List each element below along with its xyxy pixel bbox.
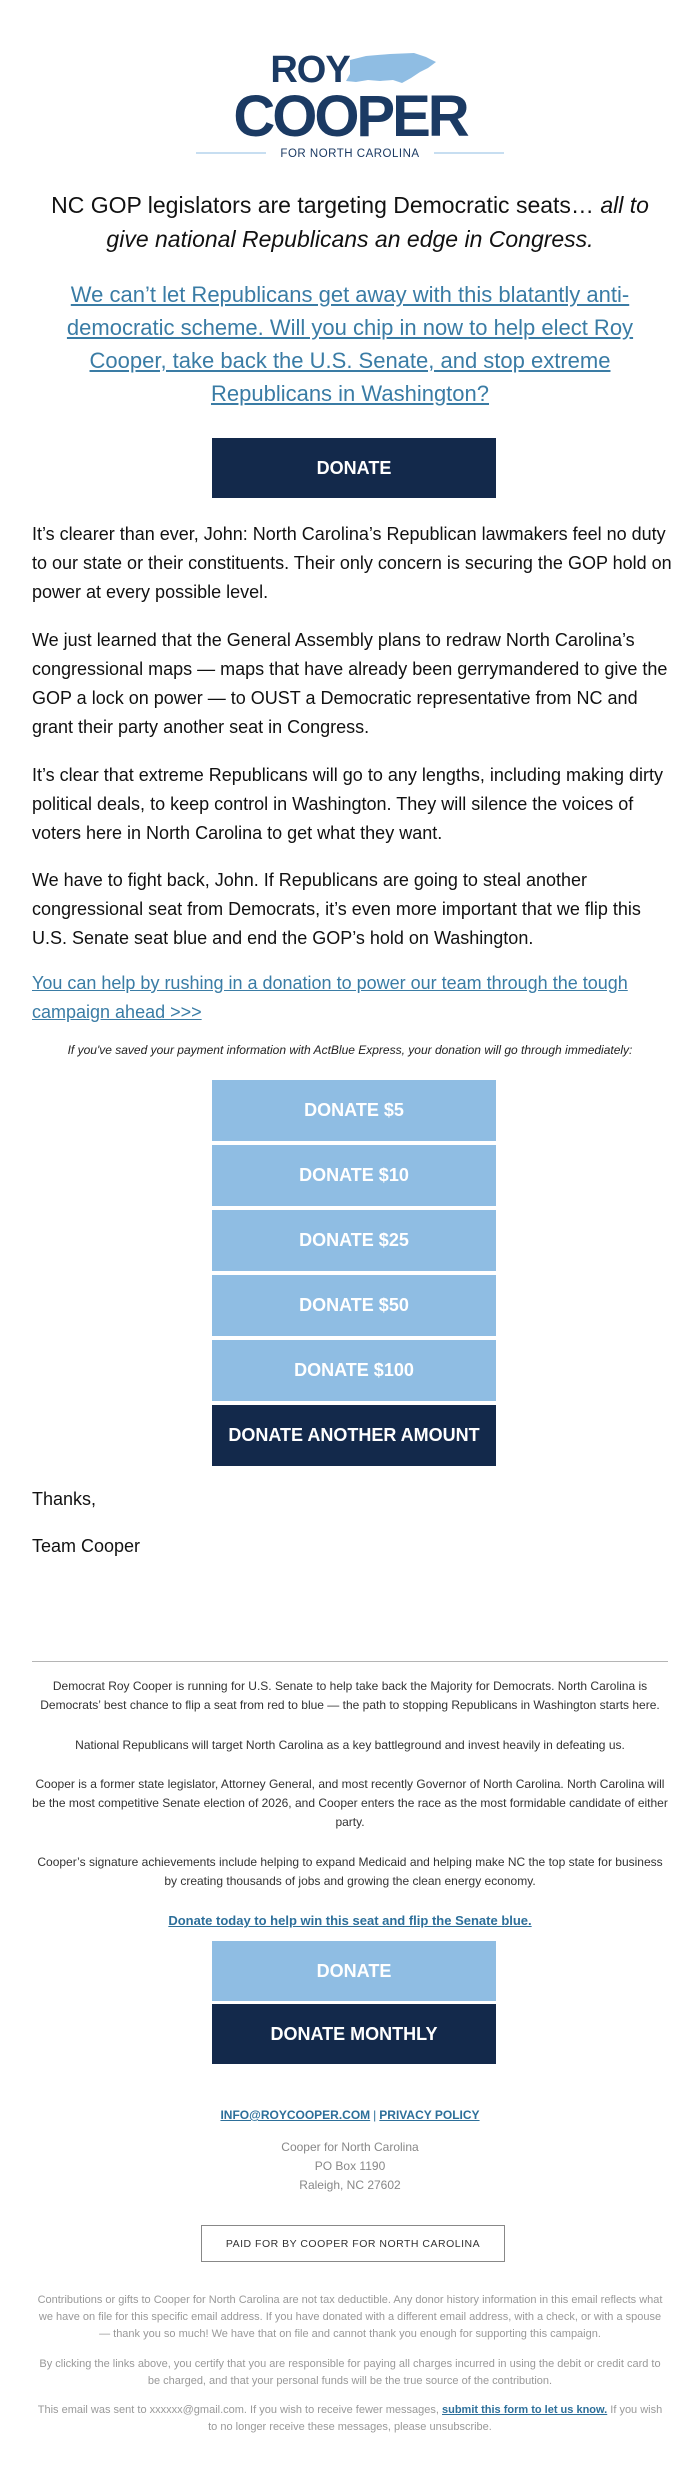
body-paragraph-4: We have to fight back, John. If Republicans are going to steal another congressional seat from Democrats, it’s even more important that we flip this U.S. Senate seat blue and end the GOP’s hold on Washington. [32, 870, 641, 948]
footer-links [0, 2108, 700, 2122]
privacy-policy-link[interactable]: PRIVACY POLICY [379, 2108, 480, 2122]
headline-plain: NC GOP legislators are targeting Democratic seats… [51, 192, 601, 218]
roy-cooper-logo [0, 50, 700, 162]
signoff-name: Team Cooper [32, 1536, 141, 1556]
donate-50-button[interactable]: DONATE $50 [212, 1275, 496, 1336]
footer-paragraph-2: National Republicans will target North Carolina as a key battleground and invest heavily in defeating us. [75, 1738, 625, 1752]
paid-for-disclaimer: PAID FOR BY COOPER FOR NORTH CAROLINA [201, 2225, 505, 2262]
address-line-2: PO Box 1190 [314, 2159, 386, 2173]
unsubscribe-text-after: If you wish to no longer receive these messages, please unsubscribe. [208, 2404, 663, 2433]
body-paragraph-2: We just learned that the General Assembly plans to redraw North Carolina’s congressional maps — maps that have already been gerrymandered to give the GOP a lock on power — to OUST a Democratic representative from NC and grant their party another seat in Congress. [32, 630, 668, 737]
donate-10-button[interactable]: DONATE $10 [212, 1145, 496, 1206]
legal-paragraph-1: Contributions or gifts to Cooper for North Carolina are not tax deductible. Any donor history information in this email reflects what we have on file for this specific email address. If you have donated with a different email address, with a check, or with a spouse — thank you so much! We have that on file and cannot thank you enough for supporting this campaign. [37, 2294, 663, 2340]
footer-donate-link[interactable]: Donate today to help win this seat and flip the Senate blue. [168, 1913, 532, 1928]
email-link[interactable]: INFO@ROYCOOPER.COM [220, 2108, 371, 2122]
footer-paragraph-1: Democrat Roy Cooper is running for U.S. Senate to help take back the Majority for Democrats. North Carolina is Democrats’ best chance to flip a seat from red to blue — the path to stopping Republicans in Washington starts here. [40, 1679, 660, 1712]
ask-link[interactable]: We can’t let Republicans get away with this blatantly anti-democratic scheme. Will you chip in now to help elect Roy Cooper, take back the U.S. Senate, and stop extreme Republicans in Washington? [66, 282, 634, 406]
donate-another-amount-button[interactable]: DONATE ANOTHER AMOUNT [212, 1405, 496, 1466]
headline [30, 188, 670, 256]
footer-divider [32, 1661, 668, 1662]
donate-25-button[interactable]: DONATE $25 [212, 1210, 496, 1271]
donate-5-button[interactable]: DONATE $5 [212, 1080, 496, 1141]
donate-100-button[interactable]: DONATE $100 [212, 1340, 496, 1401]
logo-tagline: FOR NORTH CAROLINA [280, 148, 420, 160]
footer-paragraph-4: Cooper’s signature achievements include helping to expand Medicaid and helping make NC the top state for business by creating thousands of jobs and growing the clean energy economy. [37, 1855, 663, 1888]
address-line-1: Cooper for North Carolina [281, 2140, 419, 2154]
fewer-messages-form-link[interactable]: submit this form to let us know. [442, 2404, 608, 2416]
logo-graphic [190, 50, 510, 162]
body-paragraph-3: It’s clear that extreme Republicans will go to any lengths, including making dirty political deals, to keep control in Washington. They will silence the voices of voters here in North Carolina to get what they want. [32, 765, 663, 843]
signoff-thanks: Thanks, [32, 1489, 97, 1509]
north-carolina-icon [346, 53, 436, 83]
mailing-address [0, 2138, 700, 2195]
logo-roy-text: ROY [270, 50, 350, 91]
donation-cta-link[interactable]: You can help by rushing in a donation to power our team through the tough campaign ahead >>> [32, 973, 628, 1022]
headline-emphasis: all to give national Republicans an edge in Congress. [106, 192, 649, 252]
body-paragraph-1: It’s clearer than ever, John: North Carolina’s Republican lawmakers feel no duty to our state or their constituents. Their only concern is securing the GOP hold on power at every possible level. [32, 524, 672, 602]
address-line-3: Raleigh, NC 27602 [299, 2178, 401, 2192]
footer-paragraph-3: Cooper is a former state legislator, Attorney General, and most recently Governor of North Carolina. North Carolina will be the most competitive Senate election of 2026, and Cooper enters the race as the most formidable candidate of either party. [32, 1777, 668, 1829]
donate-button[interactable]: DONATE [212, 438, 496, 498]
link-separator: | [373, 2108, 377, 2122]
unsubscribe-text-before: This email was sent to xxxxxx@gmail.com. If you wish to receive fewer messages, [37, 2404, 442, 2416]
donate-monthly-button[interactable]: DONATE MONTHLY [212, 2004, 496, 2064]
legal-paragraph-2: By clicking the links above, you certify that you are responsible for paying all charges incurred in using the debit or credit card to be charged, and that your personal funds will be the true source of the contribution. [39, 2358, 661, 2387]
unsubscribe-notice [32, 2402, 668, 2436]
actblue-express-note: If you've saved your payment information with ActBlue Express, your donation will go through immediately: [67, 1043, 633, 1057]
footer-donate-button[interactable]: DONATE [212, 1941, 496, 2001]
logo-cooper-text: COOPER [233, 84, 467, 149]
